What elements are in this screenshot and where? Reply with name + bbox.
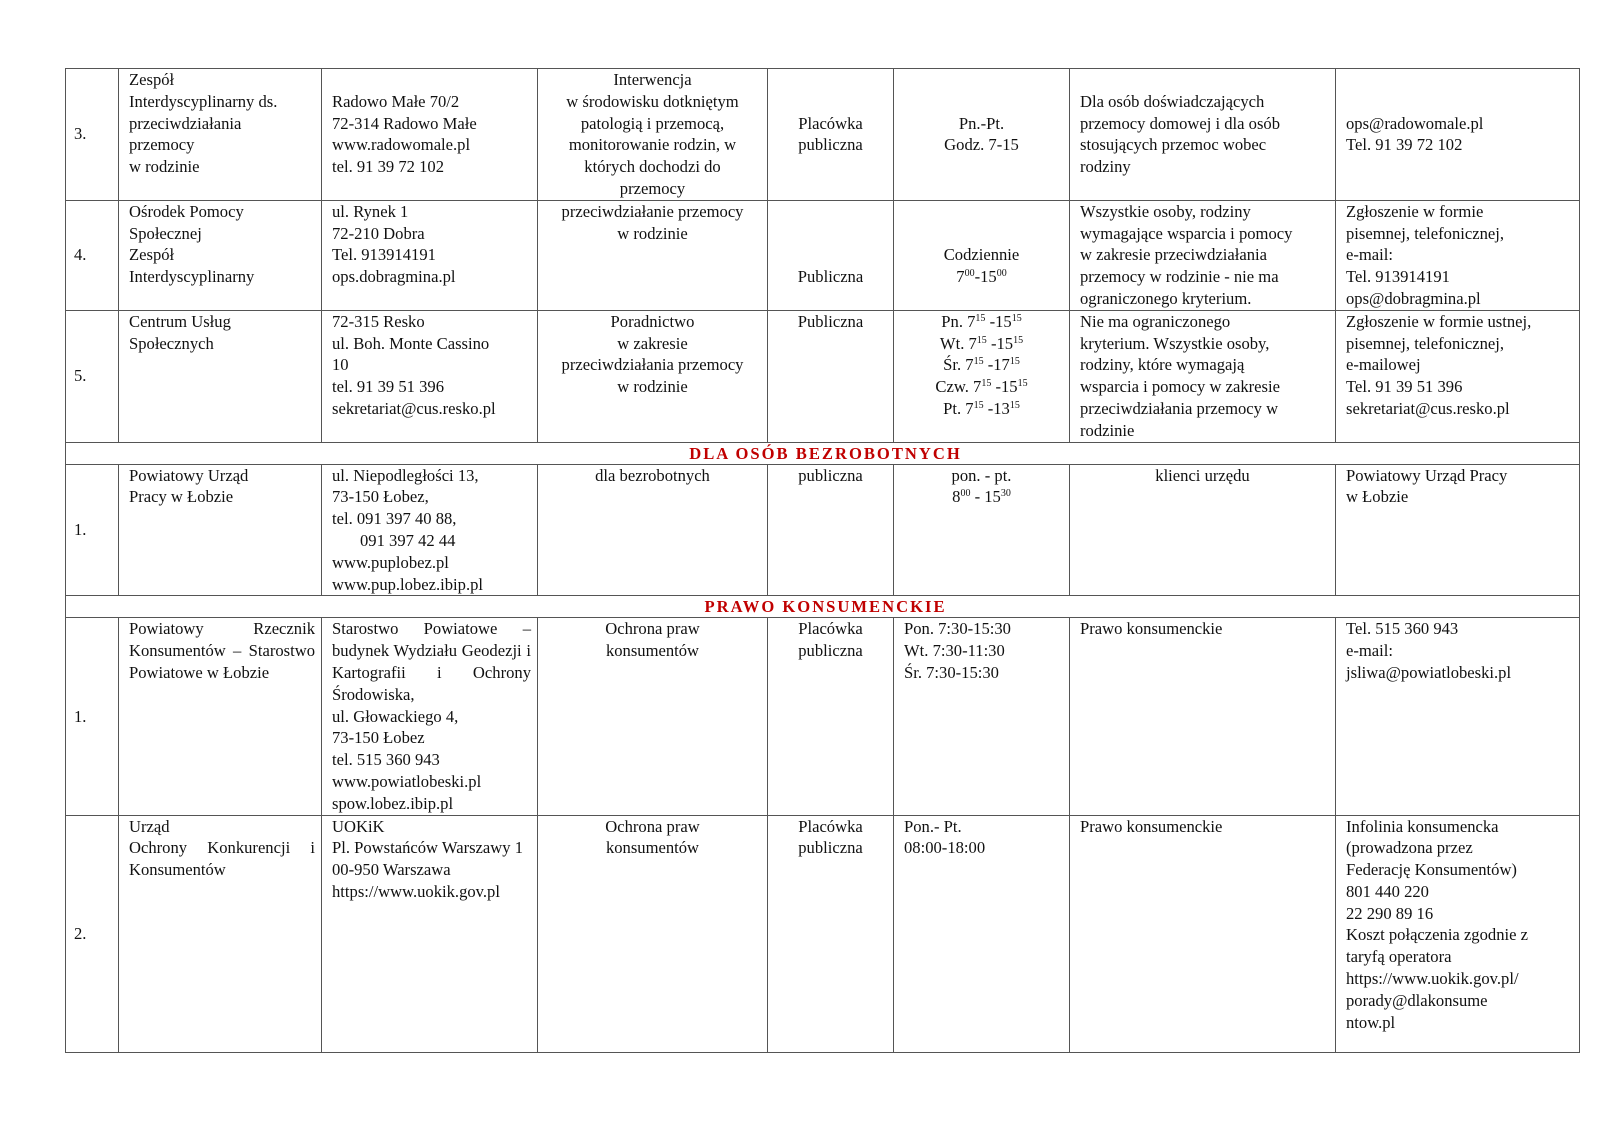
time-superscript: 15 <box>1013 334 1024 346</box>
cell-line: przemocy <box>129 135 195 155</box>
cell-line: https://www.uokik.gov.pl/ <box>1346 969 1519 989</box>
cell-line: Powiatowy Urząd Pracy <box>1346 465 1508 485</box>
institution-address-cell <box>322 464 538 596</box>
cell-line: tel. 91 39 51 396 <box>332 377 444 397</box>
cell-line: kryterium. Wszystkie osoby, <box>1080 333 1270 353</box>
entry-number-cell <box>66 618 119 815</box>
cell-line: www.puplobez.pl <box>332 552 449 572</box>
services-table <box>65 68 1580 1053</box>
cell-line: spow.lobez.ibip.pl <box>332 793 454 813</box>
cell-line: Tel. 913914191 <box>1346 267 1450 287</box>
time-superscript: 15 <box>981 378 992 390</box>
cell-line: wsparcia i pomocy w zakresie <box>1080 377 1280 397</box>
cell-line: taryfą operatora <box>1346 947 1452 967</box>
cell-line: Interwencja <box>613 70 692 89</box>
cell-line: w rodzinie <box>617 377 688 397</box>
cell-line: rodzinie <box>1080 420 1135 440</box>
cell-line: Pl. Powstańców Warszawy 1 <box>332 838 524 858</box>
cell-line: Ochrona praw <box>605 816 700 836</box>
cell-line: monitorowanie rodzin, w <box>568 135 737 155</box>
cell-line: przemocy domowej i dla osób <box>1080 113 1281 133</box>
institution-name-cell <box>119 815 322 1052</box>
cell-line: 00-950 Warszawa <box>332 860 451 880</box>
institution-type-cell <box>768 464 894 596</box>
time-superscript: 15 <box>1017 378 1028 390</box>
cell-line: tel. 91 39 72 102 <box>332 157 444 177</box>
institution-name-cell <box>119 618 322 815</box>
institution-address-cell <box>322 69 538 201</box>
cell-line <box>898 223 1065 245</box>
institution-address-cell <box>322 200 538 310</box>
target-group-cell <box>1070 200 1336 310</box>
table-row <box>66 200 1580 310</box>
cell-line: 1. <box>74 706 87 726</box>
cell-line: Nie ma ograniczonego <box>1080 311 1231 331</box>
cell-line: Czw. $7^{15}$ $-15^{15}$ <box>935 377 1028 397</box>
cell-line: rodziny <box>1080 157 1131 177</box>
cell-line: patologią i przemocą, <box>580 113 725 133</box>
cell-line: 72-315 Resko <box>332 311 425 331</box>
cell-line: Starostwo Powiatowe – budynek Wydziału Geodezji i Kartografii i Ochrony Środowiska, <box>332 619 531 704</box>
cell-line: przeciwdziałanie przemocy <box>561 201 744 221</box>
entry-number-cell <box>66 815 119 1052</box>
cell-line: publiczna <box>798 641 863 661</box>
cell-line: Wt. 7:30-11:30 <box>904 641 1005 661</box>
cell-line: Publiczna <box>797 267 864 287</box>
cell-line: Interdyscyplinarny <box>129 267 255 287</box>
cell-line: UOKiK <box>332 816 385 836</box>
opening-hours-cell <box>894 464 1070 596</box>
cell-line: pon. - pt. <box>951 465 1012 485</box>
cell-line: konsumentów <box>605 838 700 858</box>
target-group-cell <box>1070 69 1336 201</box>
table-row <box>66 618 1580 815</box>
service-scope-cell <box>538 69 768 201</box>
institution-type-cell <box>768 310 894 442</box>
cell-line: ograniczonego kryterium. <box>1080 288 1252 308</box>
institution-name-cell <box>119 464 322 596</box>
cell-line: $8^{00} - 15^{30}$ <box>952 487 1011 507</box>
cell-line: 72-210 Dobra <box>332 223 425 243</box>
cell-line: Tel. 913914191 <box>332 245 436 265</box>
cell-line: Pon.- Pt. <box>904 816 962 836</box>
cell-line: pisemnej, telefonicznej, <box>1346 223 1505 243</box>
table-row <box>66 69 1580 201</box>
cell-line <box>772 244 889 266</box>
service-scope-cell <box>538 200 768 310</box>
cell-line: Urząd <box>129 816 170 836</box>
section-title: DLA OSÓB BEZROBOTNYCH <box>66 442 1580 464</box>
cell-line: tel. 515 360 943 <box>332 750 440 770</box>
cell-line: www.pup.lobez.ibip.pl <box>332 574 484 594</box>
institution-type-cell <box>768 200 894 310</box>
time-superscript: 15 <box>976 334 987 346</box>
cell-line: Placówka <box>798 619 863 639</box>
cell-line: Śr. $7^{15}$ $-17^{15}$ <box>943 355 1020 375</box>
cell-line: przeciwdziałania przemocy w <box>1080 398 1279 418</box>
time-superscript: 30 <box>1000 488 1011 500</box>
cell-line: przeciwdziałania <box>129 113 242 133</box>
cell-line: publiczna <box>798 838 863 858</box>
cell-line: tel. 091 397 40 88, <box>332 509 457 529</box>
table-row <box>66 815 1580 1052</box>
section-header-row <box>66 442 1580 464</box>
opening-hours-cell <box>894 200 1070 310</box>
cell-line: Ochrony Konkurencji i Konsumentów <box>129 838 315 880</box>
opening-hours-cell <box>894 69 1070 201</box>
cell-line: e-mail: <box>1346 641 1393 661</box>
cell-line: 091 397 42 44 <box>360 530 456 550</box>
cell-line: 2. <box>74 923 87 943</box>
entry-number-cell <box>66 464 119 596</box>
institution-address-cell <box>322 618 538 815</box>
cell-line: ul. Rynek 1 <box>332 201 409 221</box>
cell-line: ul. Głowackiego 4, <box>332 706 459 726</box>
cell-line: ntow.pl <box>1346 1012 1396 1032</box>
cell-line: Zespół <box>129 245 175 265</box>
table-body <box>66 69 1580 1053</box>
cell-line: Tel. 91 39 72 102 <box>1346 135 1463 155</box>
cell-line: pisemnej, telefonicznej, <box>1346 333 1505 353</box>
target-group-cell <box>1070 815 1336 1052</box>
time-superscript: 15 <box>1009 399 1020 411</box>
cell-line: 1. <box>74 520 87 540</box>
time-superscript: 00 <box>960 488 971 500</box>
cell-line: konsumentów <box>605 641 700 661</box>
cell-line: ops@dobragmina.pl <box>1346 288 1481 308</box>
cell-line <box>898 201 1065 223</box>
service-scope-cell <box>538 618 768 815</box>
cell-line: Prawo konsumenckie <box>1080 619 1223 639</box>
institution-type-cell <box>768 618 894 815</box>
target-group-cell <box>1070 310 1336 442</box>
contact-info-cell <box>1336 310 1580 442</box>
cell-line: w środowisku dotkniętym <box>566 91 739 111</box>
cell-line: porady@dlakonsume <box>1346 990 1488 1010</box>
institution-type-cell <box>768 69 894 201</box>
institution-address-cell <box>322 310 538 442</box>
cell-line: Zgłoszenie w formie ustnej, <box>1346 311 1532 331</box>
cell-line: 73-150 Łobez, <box>332 487 429 507</box>
cell-line: Pt. $7^{15}$ $-13^{15}$ <box>943 398 1020 418</box>
institution-name-cell <box>119 200 322 310</box>
time-superscript: 15 <box>1011 312 1022 324</box>
cell-line: Pon. 7:30-15:30 <box>904 619 1011 639</box>
cell-line: Pn. $7^{15}$ $-15^{15}$ <box>941 311 1022 331</box>
cell-line: Tel. 91 39 51 396 <box>1346 377 1463 397</box>
cell-line <box>772 201 889 223</box>
cell-line: Społecznej <box>129 223 202 243</box>
cell-line: Wszystkie osoby, rodziny <box>1080 201 1251 221</box>
cell-line: Pn.-Pt. <box>958 113 1005 133</box>
cell-line: Zespół <box>129 70 175 89</box>
cell-line: sekretariat@cus.resko.pl <box>332 398 496 418</box>
opening-hours-cell <box>894 310 1070 442</box>
cell-line: Codziennie <box>943 245 1020 265</box>
cell-line: w Łobzie <box>1346 487 1409 507</box>
cell-line: e-mail: <box>1346 245 1393 265</box>
cell-line: Powiatowy Rzecznik Konsumentów – Starostwo Powiatowe w Łobzie <box>129 619 315 682</box>
cell-line: klienci urzędu <box>1155 465 1250 485</box>
contact-info-cell <box>1336 69 1580 201</box>
cell-line: stosujących przemoc wobec <box>1080 135 1267 155</box>
cell-line: ul. Niepodległości 13, <box>332 465 479 485</box>
cell-line: e-mailowej <box>1346 355 1421 375</box>
cell-line: Placówka <box>798 113 863 133</box>
cell-line: wymagające wsparcia i pomocy <box>1080 223 1293 243</box>
contact-info-cell <box>1336 464 1580 596</box>
cell-line: jsliwa@powiatlobeski.pl <box>1346 662 1512 682</box>
cell-line <box>772 223 889 245</box>
service-scope-cell <box>538 310 768 442</box>
cell-line: 5. <box>74 366 87 386</box>
cell-line: publiczna <box>798 465 863 485</box>
institution-name-cell <box>119 69 322 201</box>
time-superscript: 00 <box>996 268 1007 280</box>
table-row <box>66 310 1580 442</box>
cell-line: których dochodzi do <box>584 157 721 177</box>
institution-name-cell <box>119 310 322 442</box>
institution-address-cell <box>322 815 538 1052</box>
entry-number-cell <box>66 200 119 310</box>
cell-line: 4. <box>74 245 87 265</box>
entry-number-cell <box>66 69 119 201</box>
target-group-cell <box>1070 464 1336 596</box>
cell-line: przemocy w rodzinie - nie ma <box>1080 267 1279 287</box>
contact-info-cell <box>1336 815 1580 1052</box>
entry-number-cell <box>66 310 119 442</box>
cell-line: Koszt połączenia zgodnie z <box>1346 925 1528 945</box>
cell-line: Centrum Usług <box>129 311 231 331</box>
time-superscript: 00 <box>964 268 975 280</box>
cell-line: ul. Boh. Monte Cassino <box>332 333 490 353</box>
time-superscript: 15 <box>973 399 984 411</box>
contact-info-cell <box>1336 618 1580 815</box>
cell-line: Prawo konsumenckie <box>1080 816 1223 836</box>
cell-line: 72-314 Radowo Małe <box>332 113 477 133</box>
cell-line: Tel. 515 360 943 <box>1346 619 1459 639</box>
cell-line: $7^{00}-15^{00}$ <box>956 267 1007 287</box>
cell-line: Ośrodek Pomocy <box>129 201 244 221</box>
cell-line: w zakresie przeciwdziałania <box>1080 245 1268 265</box>
service-scope-cell <box>538 815 768 1052</box>
cell-line: rodziny, które wymagają <box>1080 355 1245 375</box>
cell-line: 801 440 220 <box>1346 881 1429 901</box>
cell-line: przemocy <box>619 178 686 198</box>
cell-line: Placówka <box>798 816 863 836</box>
cell-line: www.powiatlobeski.pl <box>332 771 482 791</box>
cell-line: Społecznych <box>129 333 214 353</box>
institution-type-cell <box>768 815 894 1052</box>
cell-line: publiczna <box>798 135 863 155</box>
cell-line: Śr. 7:30-15:30 <box>904 662 999 682</box>
cell-line: Federację Konsumentów) <box>1346 860 1517 880</box>
time-superscript: 15 <box>1009 356 1020 368</box>
cell-line: 73-150 Łobez <box>332 728 425 748</box>
cell-line: Zgłoszenie w formie <box>1346 201 1484 221</box>
cell-line: 22 290 89 16 <box>1346 903 1434 923</box>
cell-line: w rodzinie <box>617 223 688 243</box>
cell-line: 08:00-18:00 <box>904 838 986 858</box>
cell-line: Infolinia konsumencka <box>1346 816 1499 836</box>
service-scope-cell <box>538 464 768 596</box>
cell-line: ops@radowomale.pl <box>1346 113 1484 133</box>
contact-info-cell <box>1336 200 1580 310</box>
cell-line: Ochrona praw <box>605 619 700 639</box>
cell-line: Pracy w Łobzie <box>129 487 234 507</box>
cell-line: Dla osób doświadczających <box>1080 91 1265 111</box>
cell-line: w zakresie <box>617 333 688 353</box>
cell-line: Poradnictwo <box>610 311 695 331</box>
opening-hours-cell <box>894 815 1070 1052</box>
cell-line: 10 <box>332 355 349 375</box>
time-superscript: 15 <box>973 356 984 368</box>
cell-line: przeciwdziałania przemocy <box>561 355 744 375</box>
section-header-row <box>66 596 1580 618</box>
time-superscript: 15 <box>975 312 986 324</box>
cell-line: Publiczna <box>797 311 864 331</box>
cell-line: w rodzinie <box>129 157 200 177</box>
target-group-cell <box>1070 618 1336 815</box>
cell-line: 3. <box>74 124 87 144</box>
cell-line: sekretariat@cus.resko.pl <box>1346 398 1510 418</box>
cell-line: Wt. $7^{15}$ $-15^{15}$ <box>939 333 1024 353</box>
cell-line: Powiatowy Urząd <box>129 465 249 485</box>
cell-line: Godz. 7-15 <box>944 135 1019 155</box>
table-row <box>66 464 1580 596</box>
cell-line: Interdyscyplinarny ds. <box>129 91 278 111</box>
cell-line: (prowadzona przez <box>1346 838 1473 858</box>
cell-line: https://www.uokik.gov.pl <box>332 881 500 901</box>
cell-line: dla bezrobotnych <box>595 465 710 485</box>
cell-line: ops.dobragmina.pl <box>332 267 456 287</box>
section-title: PRAWO KONSUMENCKIE <box>66 596 1580 618</box>
cell-line: Radowo Małe 70/2 <box>332 91 460 111</box>
opening-hours-cell <box>894 618 1070 815</box>
cell-line: www.radowomale.pl <box>332 135 471 155</box>
